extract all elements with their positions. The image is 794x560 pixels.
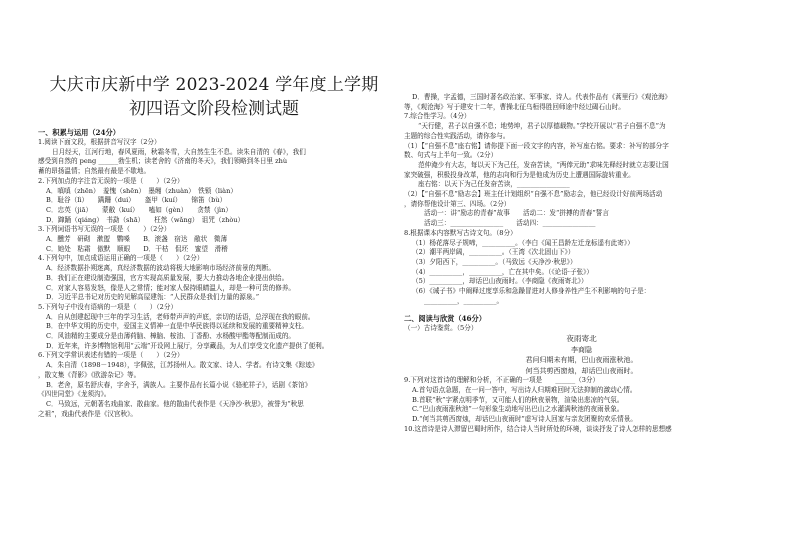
option-line: B．我们正在建设制造强国，官方实现高质量发展，要大力推动各地企业提出供给。 — [46, 273, 289, 282]
exam-title-line1: 大庆市庆新中学 2023-2024 学年度上学期 — [49, 75, 379, 95]
question-line: 9.下列对这首诗的理解和分析，不正确的一项是 ______（3分） — [404, 376, 600, 385]
question-line: 主题的综合性实践活动，请你参与。 — [404, 131, 510, 140]
subsection-heading: （一）古诗鉴赏。（5分） — [404, 324, 478, 333]
option-line: A．嗔嗔（zhēn） 羞愧（shēn） 墨缃（zhuàn） 铁锁（liàn） — [46, 186, 237, 195]
answer-line: 座右铭：以天下为己任发奋苦读，________________ — [418, 180, 570, 189]
recitation-line: （2）潮平两岸阔，__________。（王湾《次北固山下》） — [412, 248, 575, 257]
question-line: 2.下列加点的字注音无误的一项是（ ）（2分） — [38, 176, 184, 185]
right-question-lines-bottom — [404, 376, 759, 434]
option-line: C．风油精的主要成分是由薄荷脑、樟脑、桉油、丁香酚、水杨酸甲酯等配制而成的。 — [46, 332, 296, 341]
question-line: 4.下列句中，加点成语运用正确的一项是（ ）（2分） — [38, 254, 204, 263]
option-line: A．朱自清（1898－1948），字佩弦，江苏扬州人。散文家、诗人、学者。有诗文集《踪迹》 — [46, 361, 319, 370]
option-line: 《四世同堂》《龙须沟》。 — [38, 390, 111, 399]
question-line: 7.综合性学习。（4分） — [404, 112, 471, 121]
recitation-line: __________，__________。 — [424, 296, 504, 305]
poem-line: 何当共剪西窗烛，却话巴山夜雨时。 — [525, 366, 638, 375]
question-line: 数、句式与上半句一致。（2分） — [404, 151, 498, 160]
recitation-line: （5）__________，却话巴山夜雨时。（李商隐《夜雨寄北》） — [412, 277, 588, 286]
question-line: 5.下列句子中没有语病的一项是（ ）（2分） — [38, 302, 178, 311]
option-line: B．耻谷（lì） 蹒跚（dui） 盔甲（kuí） 锦笛（bù） — [46, 196, 227, 205]
option-line: B．老舍，原名舒庆春，字舍予，满族人。主要作品有长篇小说《骆驼祥子》，话剧《茶馆》 — [46, 380, 312, 389]
option-line: C．忠英（jiā） 蒙敝（kuí） 嗑如（gèn） 贪禁（jìn） — [46, 205, 233, 214]
question-line: “天行健，君子以自强不息；地势坤，君子以厚德载物。”学校开展以“君子自强不息”为 — [418, 122, 666, 131]
question-line: 日月经天，江河行地，春风夏雨，秋霜冬雪，大自然生生不息。读朱自清的《春》，我们 — [52, 147, 306, 156]
option-line: D．习近平总书记对历史的见解高屋建瓴：“人民群众是我们力量的源泉。” — [46, 293, 260, 302]
question-line: （2）【“自强不息”励志会】班主任计划组织“自强不息”励志会，他已经设计好前两场活动 — [404, 190, 663, 199]
question-line: 范仲淹少有大志，每以天下为己任，发奋苦读，“两俸元助”求味先释经时就立志要让国 — [418, 160, 669, 169]
question-line: 6.下列文学常识表述有错的一项是（ ）（2分） — [38, 351, 184, 360]
question-line: （1）【“自强不息”座右铭】请你提下面一段文字的内容，补写座右铭。要求：补写的部分字 — [404, 141, 669, 150]
option-line: B．在中华文明的历史中，爱国主义情神一直是中华民族得以延续和发展的重要精神支柱。 — [46, 322, 308, 331]
option-line: C．对家人容易发怒，像是人之常情；能对家人保持眼睛温人，却是一种可贵的修养。 — [46, 283, 296, 292]
question-line: 蓄的昂扬温情；自然最有最是不歇地。 — [38, 167, 151, 176]
left-question-lines — [38, 138, 390, 419]
poem-title: 夜雨寄北 — [566, 334, 597, 344]
question-line: 感受到自然的 peng ______勃生机；读老舍的《济南的冬天》，我们领略到冬日里 zhù — [38, 157, 288, 166]
option-line: A．醺芳 研砌 漱盥 鹦嗓 B．滚盏 宿达 敝状 微薄 — [46, 235, 228, 244]
option-line: A．自从创建起现中三年的学习生活，老师带声声的声底，亲切的话语，总浮现在我的眼前。 — [46, 312, 315, 321]
left-column — [38, 128, 390, 419]
exam-title — [38, 74, 390, 120]
question-line: 1.阅读下面文段，根据拼音写汉字（2分） — [38, 138, 161, 146]
option-line: ，散文集《背影》《欧游杂记》等。 — [38, 370, 141, 379]
recitation-line: （1）杨花落尽子规啼，__________。（李白《闻王昌龄左迁龙标遥有此寄》） — [412, 238, 634, 247]
activity-line: 活动一：讲“励志的青春”故事 活动二：发“拼搏的青春”誓言 — [424, 209, 609, 218]
question-line: 8.根据课本内容默写古诗文句。（8分） — [404, 228, 517, 237]
question-line: 10.这首诗是诗人滞留巴蜀时所作，结合诗人当时所处的环境，谈谈抒发了诗人怎样的思想感 — [404, 424, 672, 433]
option-line: D.“何当共剪西窗烛，却话巴山夜雨时”虚写诗人回家与亲友团聚的欢乐情景。 — [412, 414, 637, 423]
right-question-lines-top — [404, 93, 759, 306]
section-heading: 二、阅读与欣赏（46分） — [404, 314, 486, 324]
option-line: C．她处 粘霜 傲默 顺眼 D．干枯 侃坯 蜜望 滑稽 — [46, 244, 228, 253]
option-line: B.首联“秋”字紧点明季节，又可能人们的秋夜景物，渲染出悲凉的气氛。 — [412, 395, 624, 404]
option-line: D．近年来，许多博物馆利用“云端”开设网上展厅，分享藏品，为人们享受文化遗产提供了便利。 — [46, 341, 329, 350]
recitation-line: （6）《诫子书》中阐释过度享乐和急躁冒进对人修身养性产生不利影响的句子是： — [412, 287, 651, 296]
option-line: D．蹿踊（qiáng） 书勐（shā） 枉然（wǎng） 诅咒（zhòu） — [46, 215, 245, 224]
question-line: ，请你帮他设计第三、四场。（2分） — [404, 199, 511, 208]
recitation-line: （3）夕阳西下，__________。（马致远《天净沙·秋思》） — [412, 257, 577, 266]
option-line: C．马致远，元朝著名戏曲家、散曲家。他的散曲代表作是《天净沙·秋思》，被誉为“秋思 — [46, 399, 304, 408]
exam-title-line2: 初四语文阶段检测试题 — [129, 99, 299, 119]
section-heading: 一、积累与运用（24分） — [38, 128, 120, 137]
option-line: C.“巴山夜雨涨秋池”一句形象生动地写出巴山之水灌满秋池的夜雨景象。 — [412, 405, 624, 414]
poem — [404, 334, 759, 376]
option-line: A．经济数据扑朔迷离，真经济数据的波动将极大地影响市场经济前景的判断。 — [46, 264, 275, 273]
activity-line: 活动三：________________ 活动四：________________ — [424, 219, 596, 228]
option-line: 之祖”，戏曲代表作是《汉宫秋》。 — [38, 409, 137, 418]
option-line: A.首句语点急题，在一问一答中，写出诗人归期难回时无法抑制的激动心情。 — [412, 385, 637, 394]
right-column — [404, 93, 759, 434]
recitation-line: （4）__________，__________，亡在其中矣。（《论语·子张》） — [412, 267, 594, 276]
poem-author: 李商隐 — [571, 345, 592, 354]
option-line: D．曹操，字孟德，三国时著名政治家、军事家、诗人。代表作品有《蒿里行》《观沧海》 — [412, 93, 672, 101]
poem-line: 君问归期未有期，巴山夜雨涨秋池。 — [525, 356, 638, 365]
question-line: 3.下列词语书写无误的一项是（ ）（2分） — [38, 225, 171, 234]
question-line: 家突破强，积极投身改革，他的志向和行为是他成为历史上遭遇国际旋转重业。 — [404, 170, 635, 179]
option-line: 等，《观沧海》写于建安十二年，曹操北征乌桓得胜回师途中经过碣石山时。 — [404, 102, 625, 111]
